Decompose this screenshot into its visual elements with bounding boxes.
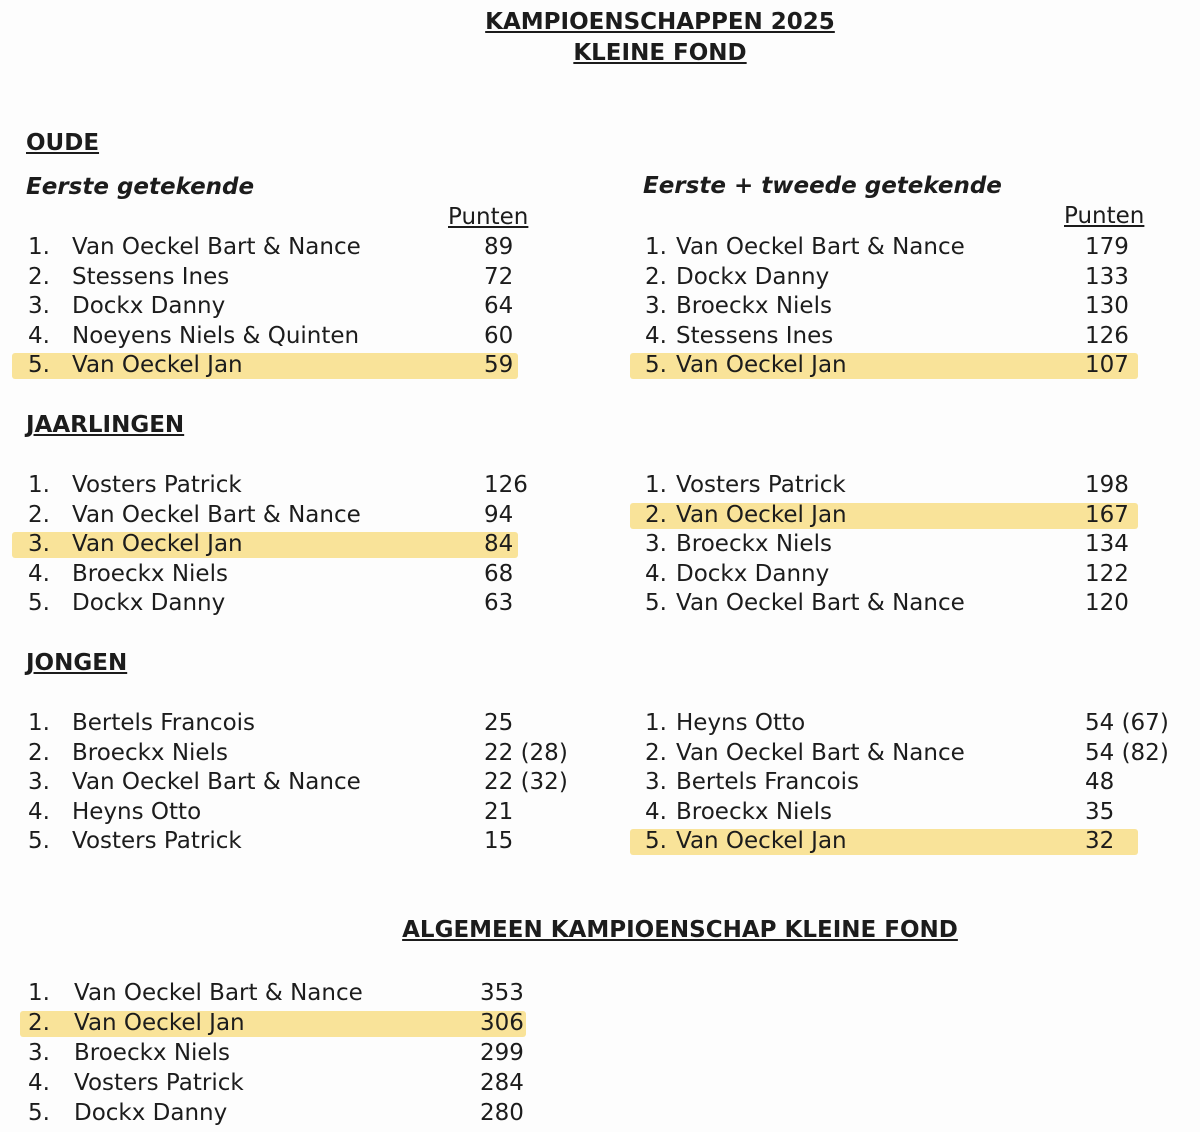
fancier-name: Van Oeckel Bart & Nance — [676, 739, 965, 766]
rank-number: 3. — [28, 1040, 50, 1066]
fancier-name: Dockx Danny — [72, 590, 226, 617]
points-value: 107 — [1085, 352, 1129, 379]
rank-number: 1. — [645, 234, 667, 260]
fancier-name: Van Oeckel Jan — [676, 352, 847, 379]
points-value: 353 — [480, 980, 524, 1006]
fancier-name: Broeckx Niels — [676, 531, 832, 558]
rank-number: 3. — [645, 293, 667, 320]
rank-number: 3. — [28, 293, 50, 320]
fancier-name: Broeckx Niels — [72, 739, 228, 766]
fancier-name: Noeyens Niels & Quinten — [72, 322, 360, 349]
fancier-name: Heyns Otto — [676, 710, 806, 736]
points-value: 179 — [1085, 234, 1129, 260]
fancier-name: Dockx Danny — [72, 293, 226, 320]
document-title: KAMPIOENSCHAPPEN 2025 — [485, 9, 835, 35]
fancier-name: Stessens Ines — [72, 263, 230, 290]
rank-number: 5. — [645, 590, 667, 617]
points-value: 60 — [484, 322, 514, 349]
fancier-name: Broeckx Niels — [74, 1040, 230, 1066]
rank-number: 5. — [645, 352, 667, 379]
section-heading-jongen: JONGEN — [26, 650, 128, 676]
points-value: 133 — [1085, 263, 1129, 290]
fancier-name: Vosters Patrick — [72, 472, 242, 498]
points-value: 54 (67) — [1085, 710, 1169, 736]
points-value: 126 — [1085, 322, 1129, 349]
fancier-name: Dockx Danny — [676, 560, 830, 587]
fancier-name: Van Oeckel Jan — [676, 501, 847, 528]
fancier-name: Van Oeckel Bart & Nance — [72, 769, 361, 796]
rank-number: 1. — [28, 710, 50, 736]
fancier-name: Van Oeckel Bart & Nance — [72, 501, 361, 528]
points-value: 15 — [484, 828, 514, 855]
rank-number: 1. — [645, 710, 667, 736]
left-subheading: Eerste getekende — [26, 174, 255, 200]
fancier-name: Van Oeckel Bart & Nance — [74, 980, 363, 1006]
rank-number: 2. — [28, 501, 50, 528]
rank-number: 1. — [28, 980, 50, 1006]
rank-number: 4. — [28, 1070, 50, 1096]
rank-number: 4. — [28, 560, 50, 587]
points-value: 299 — [480, 1040, 524, 1066]
points-value: 84 — [484, 531, 514, 558]
right-subheading: Eerste + tweede getekende — [643, 173, 1002, 199]
points-value: 94 — [484, 501, 514, 528]
fancier-name: Bertels Francois — [676, 769, 860, 796]
points-value: 89 — [484, 234, 514, 260]
points-value: 134 — [1085, 531, 1129, 558]
points-value: 130 — [1085, 293, 1129, 320]
fancier-name: Bertels Francois — [72, 710, 256, 736]
points-value: 21 — [484, 798, 514, 825]
points-value: 35 — [1085, 798, 1115, 825]
points-value: 126 — [484, 472, 528, 498]
points-value: 22 (28) — [484, 739, 568, 766]
rank-number: 1. — [28, 472, 50, 498]
fancier-name: Stessens Ines — [676, 322, 834, 349]
fancier-name: Broeckx Niels — [676, 798, 832, 825]
fancier-name: Van Oeckel Jan — [74, 1010, 245, 1036]
general-heading: ALGEMEEN KAMPIOENSCHAP KLEINE FOND — [402, 917, 958, 943]
rank-number: 4. — [645, 798, 667, 825]
rank-number: 5. — [645, 828, 667, 855]
rank-number: 4. — [28, 322, 50, 349]
points-value: 54 (82) — [1085, 739, 1169, 766]
fancier-name: Broeckx Niels — [676, 293, 832, 320]
rank-number: 5. — [28, 590, 50, 617]
section-heading-jaarlingen: JAARLINGEN — [26, 412, 185, 438]
fancier-name: Dockx Danny — [74, 1100, 228, 1126]
fancier-name: Van Oeckel Bart & Nance — [72, 234, 361, 260]
fancier-name: Van Oeckel Jan — [72, 352, 243, 379]
points-value: 25 — [484, 710, 514, 736]
rank-number: 2. — [645, 263, 667, 290]
rank-number: 5. — [28, 828, 50, 855]
right-punten-label: Punten — [1064, 203, 1145, 229]
points-value: 59 — [484, 352, 514, 379]
rank-number: 3. — [28, 531, 50, 558]
fancier-name: Vosters Patrick — [74, 1070, 244, 1096]
rank-number: 3. — [28, 769, 50, 796]
fancier-name: Van Oeckel Bart & Nance — [676, 590, 965, 617]
fancier-name: Van Oeckel Jan — [676, 828, 847, 855]
rank-number: 5. — [28, 352, 50, 379]
rank-number: 3. — [645, 769, 667, 796]
rank-number: 2. — [28, 739, 50, 766]
rank-number: 2. — [28, 1010, 50, 1036]
fancier-name: Van Oeckel Jan — [72, 531, 243, 558]
points-value: 63 — [484, 590, 514, 617]
points-value: 167 — [1085, 501, 1129, 528]
fancier-name: Vosters Patrick — [72, 828, 242, 855]
rank-number: 3. — [645, 531, 667, 558]
document-subtitle: KLEINE FOND — [573, 40, 747, 66]
rank-number: 2. — [28, 263, 50, 290]
points-value: 198 — [1085, 472, 1129, 498]
fancier-name: Vosters Patrick — [676, 472, 846, 498]
points-value: 64 — [484, 293, 514, 320]
rank-number: 4. — [28, 798, 50, 825]
rank-number: 2. — [645, 501, 667, 528]
points-value: 306 — [480, 1010, 524, 1036]
rank-number: 5. — [28, 1100, 50, 1126]
points-value: 22 (32) — [484, 769, 568, 796]
points-value: 120 — [1085, 590, 1129, 617]
fancier-name: Van Oeckel Bart & Nance — [676, 234, 965, 260]
points-value: 32 — [1085, 828, 1115, 855]
points-value: 68 — [484, 560, 514, 587]
left-punten-label: Punten — [448, 204, 529, 230]
points-value: 72 — [484, 263, 514, 290]
points-value: 48 — [1085, 769, 1115, 796]
points-value: 122 — [1085, 560, 1129, 587]
points-value: 280 — [480, 1100, 524, 1126]
rank-number: 2. — [645, 739, 667, 766]
rank-number: 4. — [645, 322, 667, 349]
fancier-name: Dockx Danny — [676, 263, 830, 290]
section-heading-oude: OUDE — [26, 130, 100, 156]
rank-number: 1. — [645, 472, 667, 498]
fancier-name: Broeckx Niels — [72, 560, 228, 587]
points-value: 284 — [480, 1070, 524, 1096]
fancier-name: Heyns Otto — [72, 798, 202, 825]
rank-number: 4. — [645, 560, 667, 587]
rank-number: 1. — [28, 234, 50, 260]
